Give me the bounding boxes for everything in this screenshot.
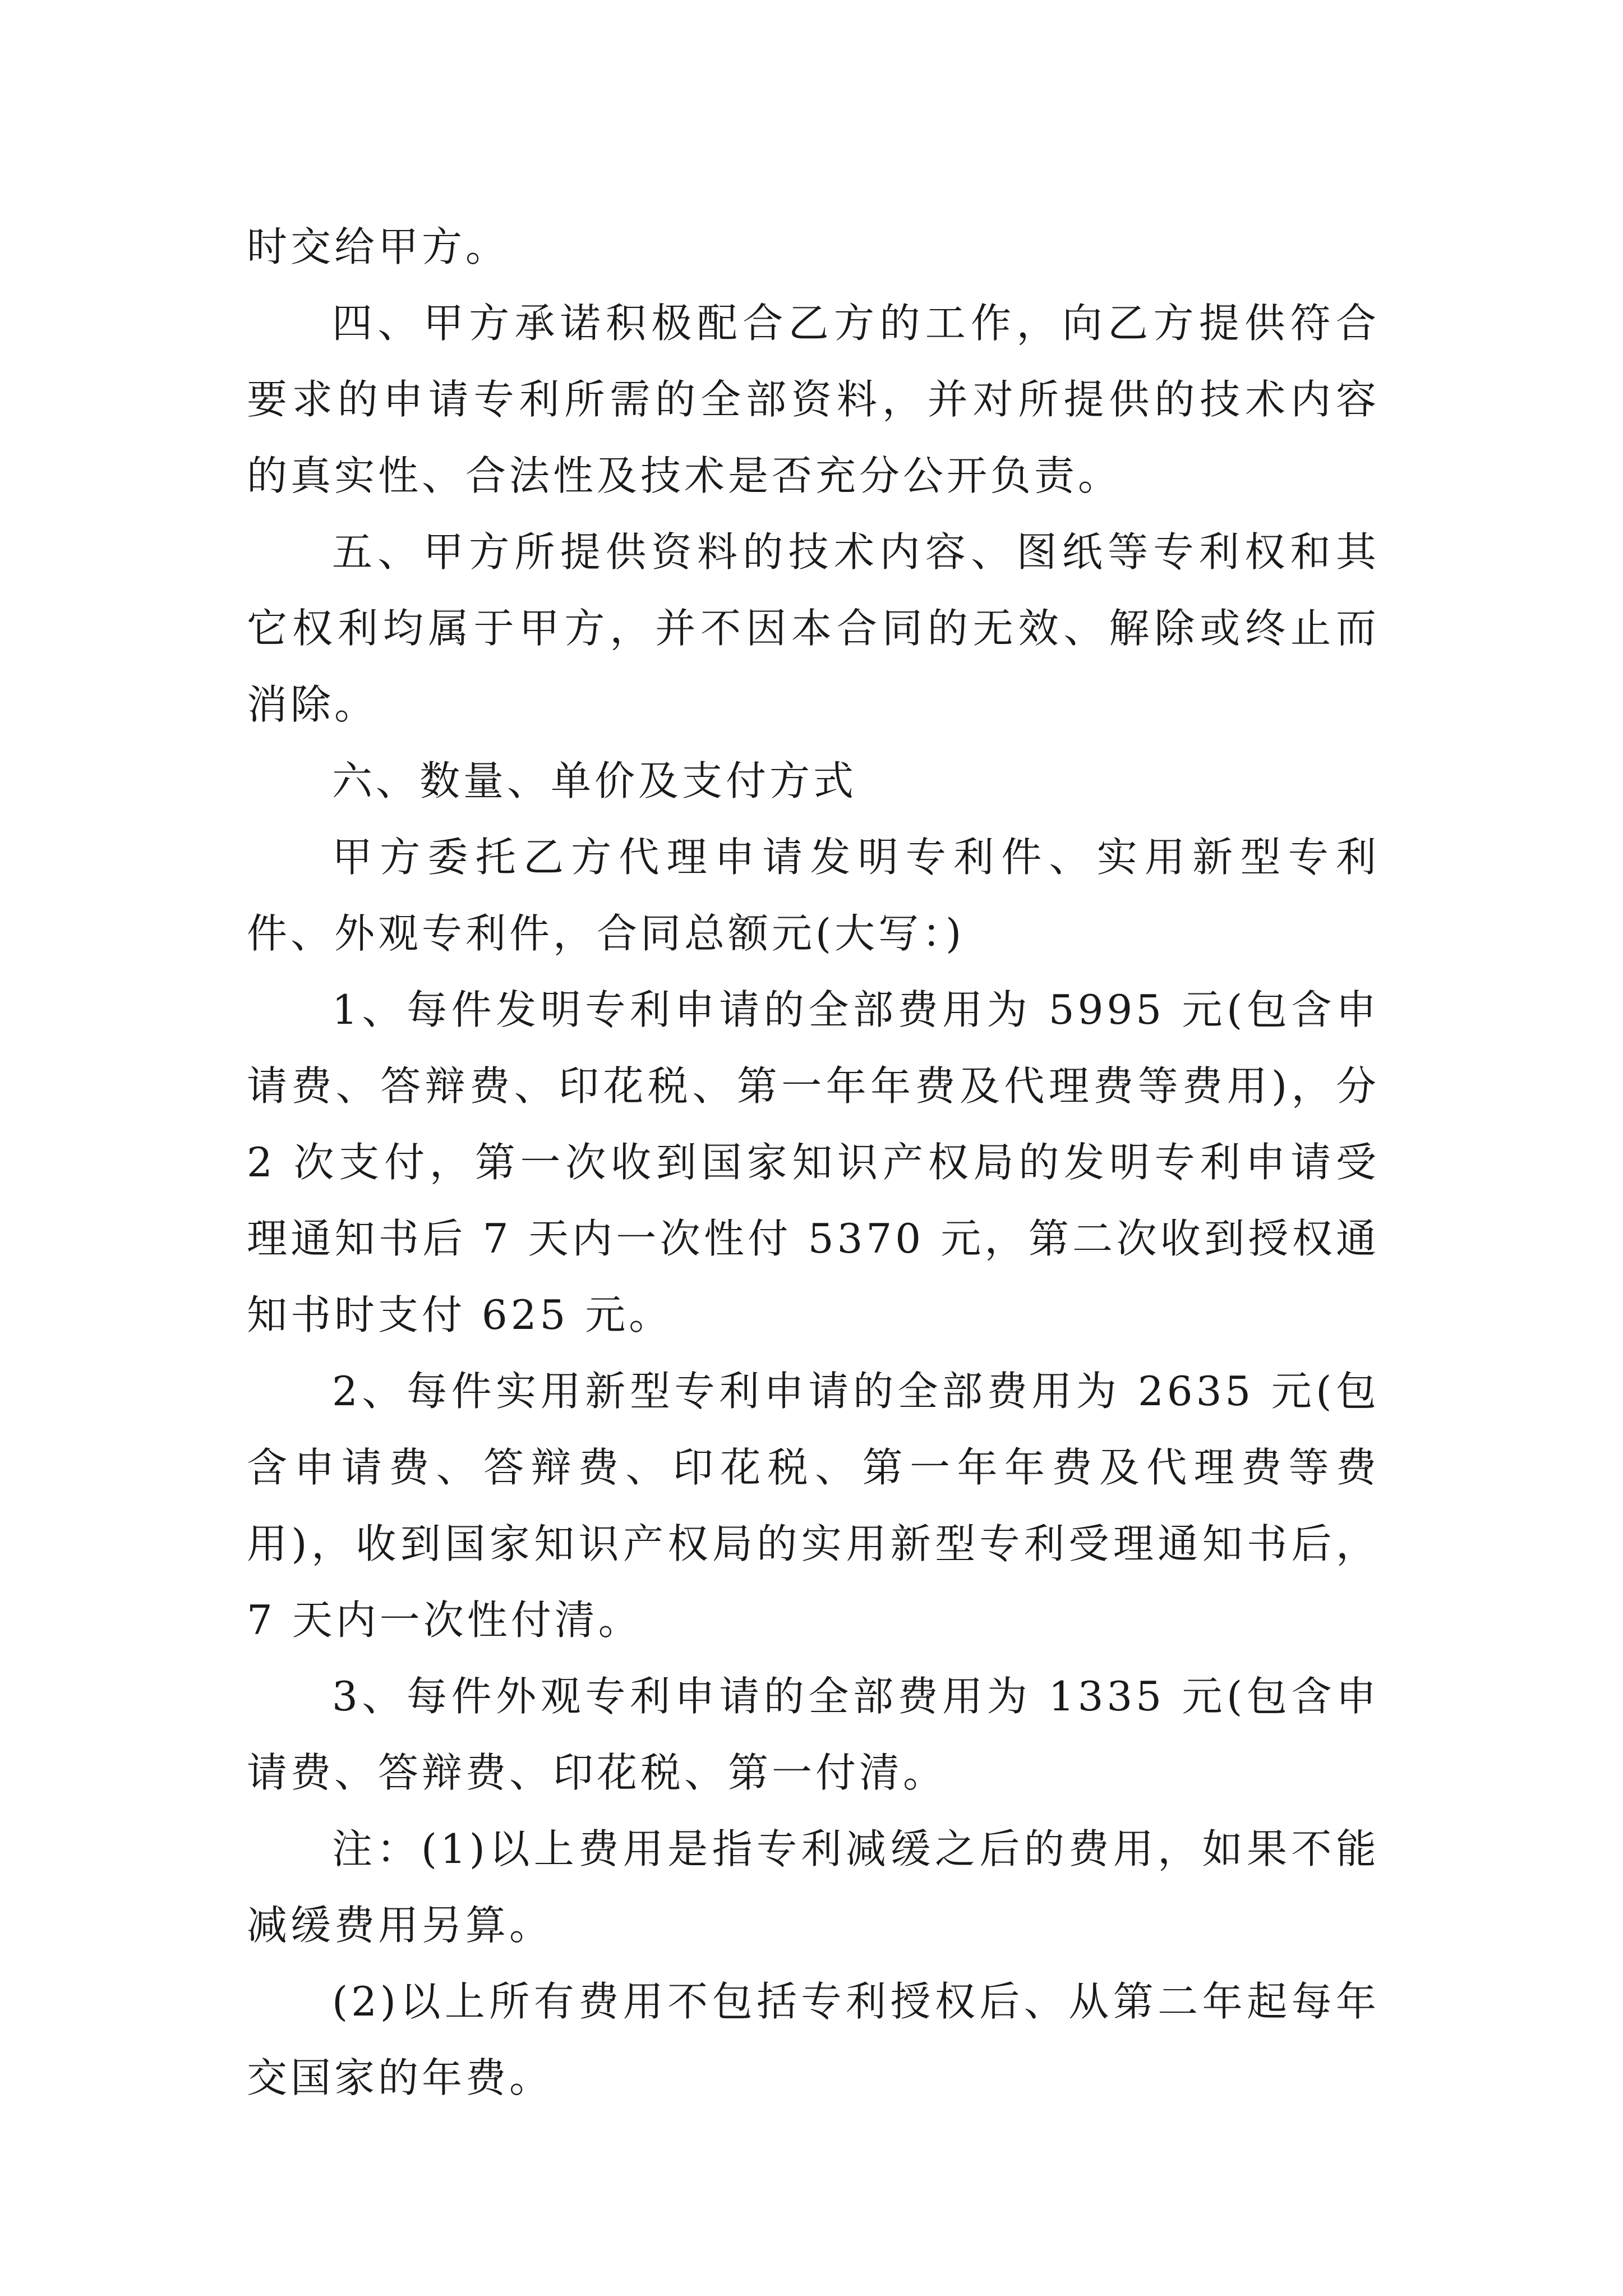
paragraph-7: 2、每件实用新型专利申请的全部费用为 2635 元(包含申请费、答辩费、印花税、第一年年费及代理费等费用)，收到国家知识产权局的实用新型专利受理通知书后，7 天内一次性付清。 [247, 1368, 1380, 1644]
paragraph-2: 四、甲方承诺积极配合乙方的工作，向乙方提供符合要求的申请专利所需的全部资料，并对所提供的技术内容的真实性、合法性及技术是否充分公开负责。 [247, 300, 1380, 499]
paragraph-3: 五、甲方所提供资料的技术内容、图纸等专利权和其它权利均属于甲方，并不因本合同的无效、解除或终止而消除。 [247, 528, 1380, 728]
paragraph-6: 1、每件发明专利申请的全部费用为 5995 元(包含申请费、答辩费、印花税、第一年年费及代理费等费用)，分 2 次支付，第一次收到国家知识产权局的发明专利申请受理通知书后 7 天内一次性付 5370 元，第二次收到授权通知书时支付 625 元。 [247, 986, 1380, 1338]
paragraph-5: 甲方委托乙方代理申请发明专利件、实用新型专利件、外观专利件，合同总额元(大写：) [247, 834, 1380, 957]
paragraph-1: 时交给甲方。 [247, 223, 510, 270]
document-body [247, 209, 1380, 2116]
paragraph-10: (2)以上所有费用不包括专利授权后、从第二年起每年交国家的年费。 [247, 1978, 1380, 2101]
paragraph-8: 3、每件外观专利申请的全部费用为 1335 元(包含申请费、答辩费、印花税、第一付清。 [247, 1673, 1380, 1796]
paragraph-4: 六、数量、单价及支付方式 [332, 757, 857, 804]
paragraph-9: 注：(1)以上费用是指专利减缓之后的费用，如果不能减缓费用另算。 [247, 1825, 1380, 1949]
